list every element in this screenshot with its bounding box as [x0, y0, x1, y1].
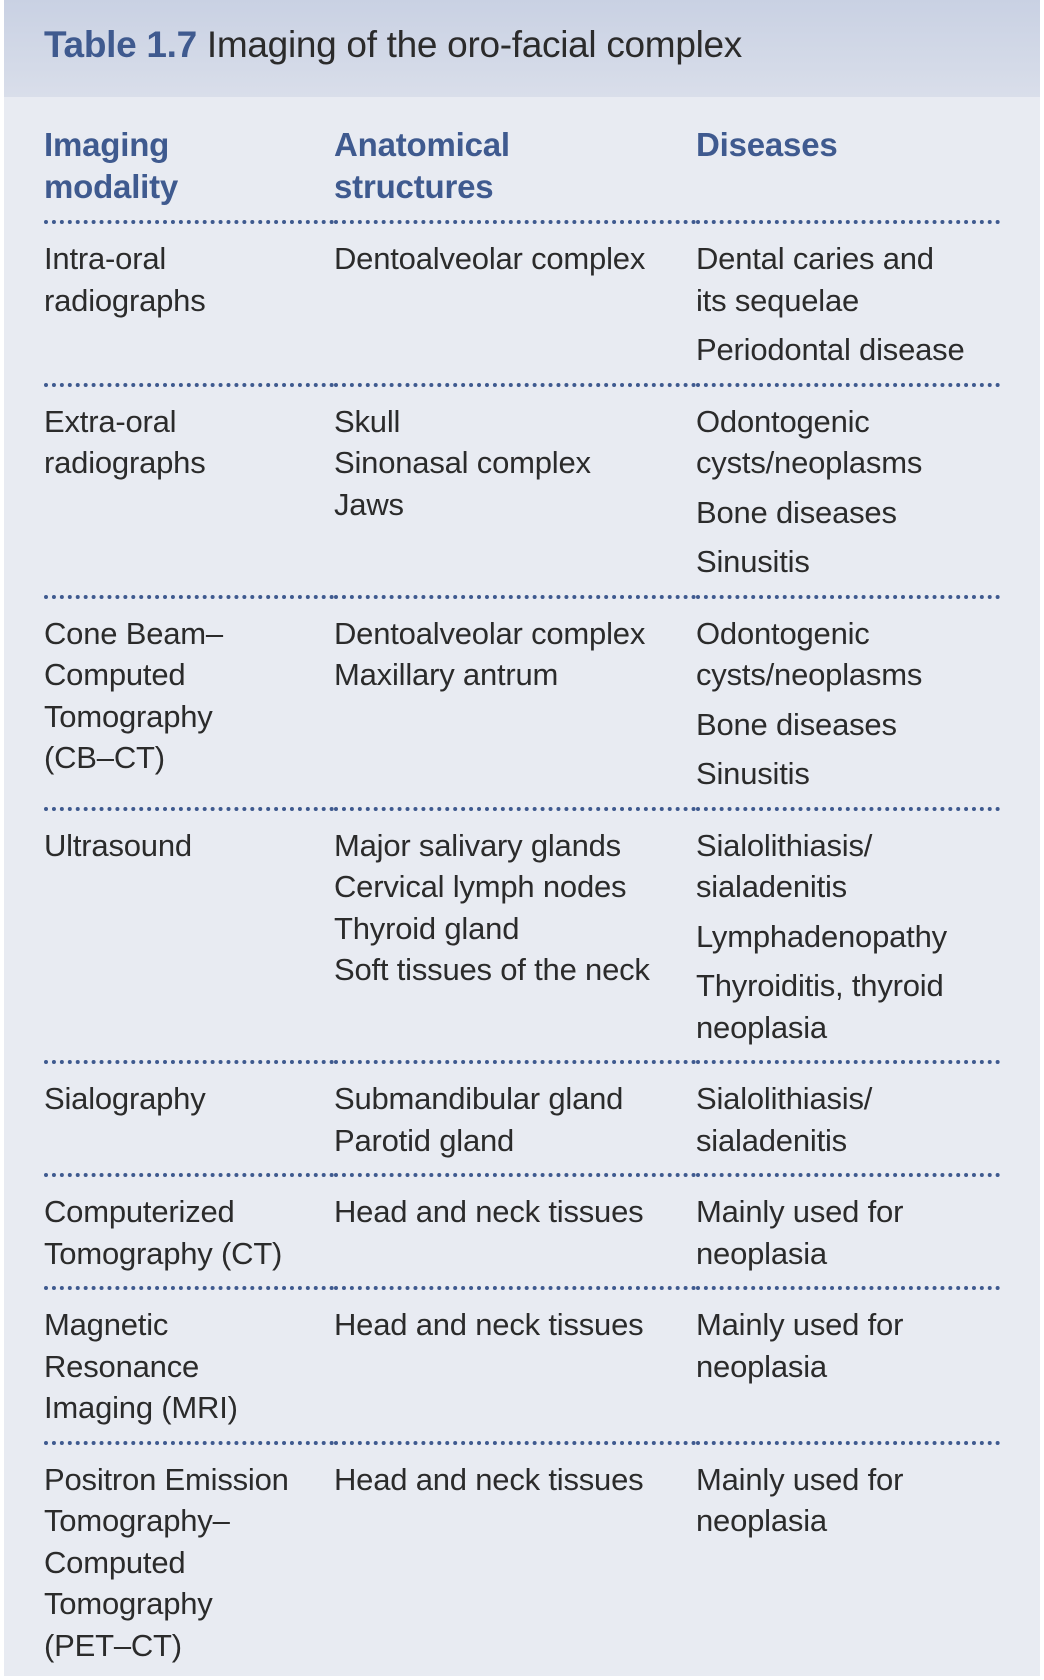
modality-text: Ultrasound	[44, 827, 192, 863]
disease-entry	[696, 704, 1000, 746]
cell-anatomical-structures	[334, 1443, 696, 1679]
modality-text: (PET–CT)	[44, 1627, 182, 1663]
header-text: structures	[334, 168, 494, 205]
disease-entry	[696, 492, 1000, 534]
modality-text: Tomography	[44, 1586, 213, 1621]
table-row	[44, 1443, 1000, 1679]
header-text: Imaging	[44, 126, 170, 163]
cell-anatomical-structures	[334, 809, 696, 1063]
disease-entry	[696, 825, 1000, 908]
disease-entry	[696, 1191, 1000, 1274]
disease-text: sialadenitis	[696, 869, 847, 904]
disease-entry	[696, 753, 1000, 795]
disease-entry	[696, 1304, 1000, 1387]
disease-text: Odontogenic	[696, 615, 870, 651]
disease-entry	[696, 916, 1000, 958]
disease-entry	[696, 613, 1000, 696]
disease-entry	[696, 541, 1000, 583]
modality-text: Extra-oral	[44, 403, 177, 439]
cell-imaging-modality	[44, 809, 334, 1063]
disease-text: Bone diseases	[696, 494, 897, 530]
header-imaging-modality	[44, 114, 334, 222]
modality-text: radiographs	[44, 282, 206, 318]
disease-text: cysts/neoplasms	[696, 445, 923, 480]
modality-text: Computed	[44, 1544, 186, 1580]
table-row	[44, 597, 1000, 809]
cell-anatomical-structures	[334, 222, 696, 385]
disease-entry	[696, 1078, 1000, 1161]
disease-text: Mainly used for	[696, 1307, 904, 1342]
table-title-bar	[4, 0, 1040, 97]
modality-text: Imaging (MRI)	[44, 1390, 238, 1425]
structure-text: Sinonasal complex	[334, 445, 591, 480]
table-title	[44, 24, 742, 66]
disease-text: Dental caries and	[696, 241, 934, 276]
disease-text: Mainly used for	[696, 1461, 904, 1497]
cell-diseases	[696, 597, 1000, 809]
imaging-table	[44, 114, 1000, 1678]
table-body	[44, 222, 1000, 1678]
cell-imaging-modality	[44, 1443, 334, 1679]
modality-text: radiographs	[44, 445, 206, 480]
table-row	[44, 1288, 1000, 1443]
header-anatomical-structures	[334, 114, 696, 222]
structure-text: Jaws	[334, 486, 404, 522]
structure-text: Parotid gland	[334, 1122, 515, 1158]
modality-text: Tomography (CT)	[44, 1235, 283, 1271]
disease-text: Sialolithiasis/	[696, 827, 873, 863]
cell-anatomical-structures	[334, 385, 696, 597]
cell-anatomical-structures	[334, 1062, 696, 1175]
disease-entry	[696, 965, 1000, 1048]
disease-text: sialadenitis	[696, 1122, 847, 1158]
table-row	[44, 1175, 1000, 1288]
structure-text: Skull	[334, 403, 401, 439]
disease-text: Lymphadenopathy	[696, 918, 947, 954]
header-text: Diseases	[696, 126, 838, 163]
structure-text: Head and neck tissues	[334, 1461, 644, 1497]
structure-text: Soft tissues of the neck	[334, 952, 650, 987]
header-text: Anatomical	[334, 126, 510, 163]
disease-text: cysts/neoplasms	[696, 657, 923, 692]
modality-text: Positron Emission	[44, 1461, 289, 1497]
disease-text: Thyroiditis, thyroid	[696, 968, 944, 1003]
disease-text: its sequelae	[696, 282, 860, 318]
header-text: modality	[44, 168, 179, 205]
cell-anatomical-structures	[334, 1175, 696, 1288]
cell-diseases	[696, 385, 1000, 597]
structure-text: Submandibular gland	[334, 1081, 624, 1116]
disease-text: neoplasia	[696, 1348, 827, 1384]
structure-text: Head and neck tissues	[334, 1307, 644, 1342]
modality-text: Magnetic	[44, 1307, 169, 1342]
structure-text: Thyroid gland	[334, 910, 520, 946]
cell-imaging-modality	[44, 1062, 334, 1175]
disease-text: Sialolithiasis/	[696, 1081, 873, 1116]
structure-text: Cervical lymph nodes	[334, 869, 627, 904]
header-row	[44, 114, 1000, 222]
table-panel	[4, 0, 1040, 1676]
table-caption: Imaging of the oro-facial complex	[206, 24, 742, 65]
modality-text: Computed	[44, 657, 186, 692]
modality-text: Resonance	[44, 1348, 200, 1384]
cell-imaging-modality	[44, 1288, 334, 1443]
cell-diseases	[696, 809, 1000, 1063]
table-row	[44, 809, 1000, 1063]
structure-text: Head and neck tissues	[334, 1194, 644, 1229]
disease-entry	[696, 329, 1000, 371]
structure-text: Dentoalveolar complex	[334, 241, 646, 276]
table-row	[44, 1062, 1000, 1175]
structure-text: Dentoalveolar complex	[334, 615, 646, 651]
cell-diseases	[696, 1175, 1000, 1288]
table-row	[44, 222, 1000, 385]
cell-diseases	[696, 1062, 1000, 1175]
disease-text: Sinusitis	[696, 756, 810, 791]
disease-text: Mainly used for	[696, 1194, 904, 1229]
cell-imaging-modality	[44, 385, 334, 597]
disease-entry	[696, 401, 1000, 484]
modality-text: Tomography–	[44, 1503, 230, 1538]
structure-text: Major salivary glands	[334, 827, 621, 863]
disease-text: neoplasia	[696, 1235, 827, 1271]
cell-imaging-modality	[44, 597, 334, 809]
cell-diseases	[696, 222, 1000, 385]
table-number: Table 1.7	[44, 24, 197, 65]
disease-text: Sinusitis	[696, 544, 810, 579]
modality-text: Cone Beam–	[44, 615, 223, 651]
cell-imaging-modality	[44, 222, 334, 385]
table-row	[44, 385, 1000, 597]
modality-text: (CB–CT)	[44, 740, 165, 775]
cell-imaging-modality	[44, 1175, 334, 1288]
cell-anatomical-structures	[334, 597, 696, 809]
disease-text: Periodontal disease	[696, 332, 965, 367]
disease-text: neoplasia	[696, 1009, 827, 1045]
disease-text: Bone diseases	[696, 706, 897, 742]
modality-text: Intra-oral	[44, 241, 167, 276]
disease-entry	[696, 238, 1000, 321]
cell-diseases	[696, 1443, 1000, 1679]
disease-text: Odontogenic	[696, 403, 870, 439]
modality-text: Sialography	[44, 1081, 206, 1116]
modality-text: Tomography	[44, 698, 213, 734]
modality-text: Computerized	[44, 1194, 235, 1229]
disease-text: neoplasia	[696, 1503, 827, 1538]
header-diseases	[696, 114, 1000, 222]
cell-anatomical-structures	[334, 1288, 696, 1443]
disease-entry	[696, 1459, 1000, 1542]
structure-text: Maxillary antrum	[334, 657, 559, 692]
cell-diseases	[696, 1288, 1000, 1443]
